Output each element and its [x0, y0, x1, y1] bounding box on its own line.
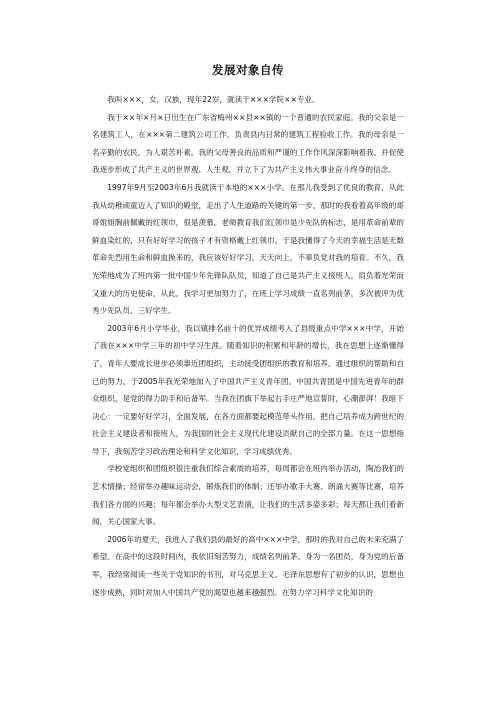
paragraph-intro: 我叫×××，女，汉族，现年22岁，就读于×××学院××专业。: [107, 95, 320, 104]
paragraph-high-school: 2006年的夏天，我进入了我们县的最好的高中×××中学，那时的我对自己的未来充满了希望。在高中的这段时间内，我依旧刻苦努力，成绩名列前茅。身为一名团员，身为党的后备军，我经常阅读一些关于党知识的书刊，对马克思主义、毛泽东思想有了初步的认识，思想也逐步成熟，同时对加入中国共产党的渴望也越来越强烈。在努力学习科学文化知识的: [92, 534, 404, 597]
paragraph-school-activities: 学校党组织和团组织很注重我们综合素质的培养，每周都会在班内举办活动，陶冶我们的艺术情操；经常举办趣味运动会，锻炼我们的体制；还举办歌手大赛、朗诵大赛等比赛，培养我们各方面的兴趣；每年都会举办大型文艺表演，让我们的生活多姿多彩；每天都让我们看新闻，关心国家大事。: [92, 464, 404, 527]
document-title: 发展对象自传: [212, 63, 284, 77]
paragraph-family: 我于××年×月×日出生在广东省梅州××县××镇的一个普通的农民家庭。我的父亲是一名建筑工人，在×××第二建筑公司工作，负责县内日常的建筑工程验收工作。我的母亲是一名辛勤的农民，为人艰苦朴素。我的父母善良的品质和严谨的工作作风深深影响着我，并促使我逐步形成了共产主义的世界观、人生观，并立下了为共产主义伟大事业奋斗终身的信念。: [92, 112, 404, 175]
paragraph-middle-school: 2003年6月小学毕业，我以镇排名前十的优异成绩考入了县级重点中学×××中学，开始了我在×××中学三年的初中学习生涯。随着知识的积累和年龄的增长，我在思想上逐渐懂得了，青年人要成长进步必须靠近团组织，主动接受团组织的教育和培养。通过组织的帮助和自己的努力，于2005年我光荣地加入了中国共产主义青年团。中国共青团是中国先进青年的群众组织，是党的得力助手和后备军。当我在团旗下举起右手庄严地宣誓时，心潮澎湃！我暗下决心：一定要好好学习，全面发展，在各方面都要起模范带头作用，把自己培养成为跨世纪的社会主义建设者和接班人，为我国的社会主义现代化建设贡献自己的全部力量。在这一思想指导下，我刻苦学习政治理论和科学文化知识，学习成绩优秀。: [92, 323, 404, 456]
paragraph-primary-school: 1997年9月至2003年6月我就读于本地的×××小学。在那儿我受到了优良的教育，从此我从幼稚顽童迈入了知识的殿堂，走出了人生道路的关键的第一步，那时的我看着高年级的哥哥姐姐胸前佩戴的红领巾，很是羡慕。老师教育我们红领巾是少先队的标志，是用革命前辈的鲜血染红的，只有好好学习的孩子才有资格戴上红领巾。于是我懂得了今天的幸福生活是无数革命先烈用生命和鲜血换来的，我应该好好学习，天天向上，不辜负党对我的培育。不久，我光荣地成为了班内第一批中国少年先锋队队员，知道了自己是共产主义接班人，肩负着光荣而又重大的历史使命，从此，我学习更加努力了，在班上学习成绩一直名列前茅，多次被评为优秀少先队员、三好学生。: [92, 182, 404, 316]
